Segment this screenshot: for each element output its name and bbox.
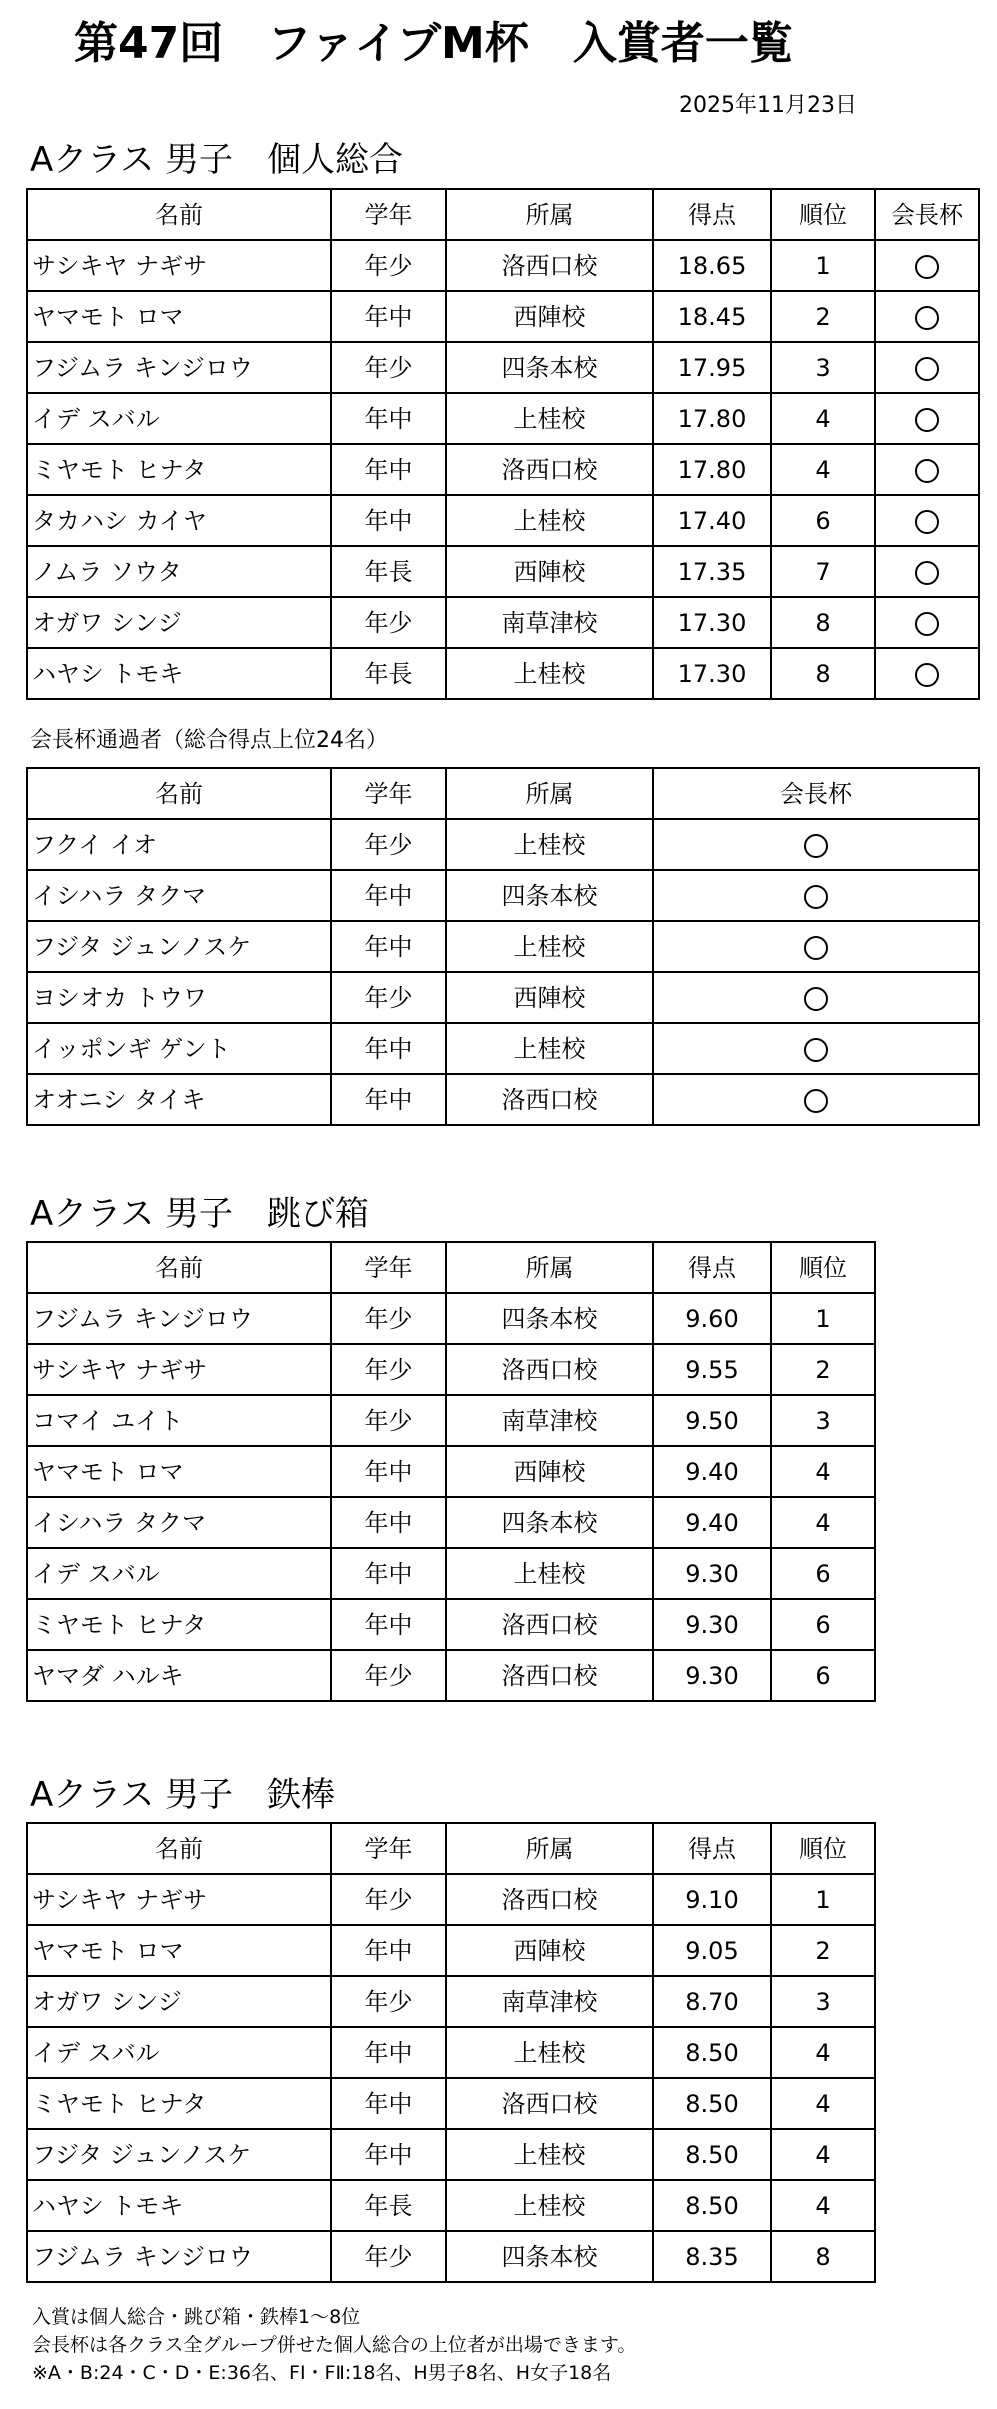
circle-mark-icon	[804, 987, 828, 1011]
grade-cell: 年中	[331, 1548, 446, 1599]
name-cell: フジタ ジュンノスケ	[27, 921, 331, 972]
table-header-row	[27, 1242, 875, 1293]
name-cell: サシキヤ ナギサ	[27, 240, 331, 291]
table-row	[27, 1395, 875, 1446]
grade-cell: 年中	[331, 1497, 446, 1548]
score-cell: 9.60	[653, 1293, 771, 1344]
grade-cell: 年中	[331, 870, 446, 921]
grade-cell: 年長	[331, 2180, 446, 2231]
grade-cell: 年中	[331, 2078, 446, 2129]
table-row	[27, 2180, 875, 2231]
table-row	[27, 1497, 875, 1548]
school-cell: 上桂校	[446, 819, 653, 870]
name-cell: オオニシ タイキ	[27, 1074, 331, 1125]
section-heading-vault: Aクラス 男子 跳び箱	[30, 1194, 370, 1234]
name-cell: サシキヤ ナギサ	[27, 1344, 331, 1395]
table-row	[27, 1023, 979, 1074]
header-school: 所属	[446, 189, 653, 240]
presidents-cup-table	[26, 767, 980, 1126]
rank-cell: 1	[771, 1874, 875, 1925]
table-row	[27, 1446, 875, 1497]
grade-cell: 年中	[331, 1446, 446, 1497]
table-row	[27, 2231, 875, 2282]
school-cell: 西陣校	[446, 972, 653, 1023]
table-row	[27, 1344, 875, 1395]
grade-cell: 年中	[331, 1023, 446, 1074]
score-cell: 9.30	[653, 1548, 771, 1599]
table-row	[27, 1599, 875, 1650]
name-cell: ヤマモト ロマ	[27, 1446, 331, 1497]
header-presidents-cup: 会長杯	[653, 768, 979, 819]
header-name: 名前	[27, 189, 331, 240]
score-cell: 9.05	[653, 1925, 771, 1976]
table-row	[27, 1548, 875, 1599]
rank-cell: 4	[771, 393, 875, 444]
score-cell: 8.50	[653, 2129, 771, 2180]
circle-mark-icon	[915, 408, 939, 432]
presidents-cup-cell	[653, 870, 979, 921]
table-row	[27, 393, 979, 444]
score-cell: 9.30	[653, 1599, 771, 1650]
grade-cell: 年少	[331, 819, 446, 870]
name-cell: イシハラ タクマ	[27, 870, 331, 921]
grade-cell: 年中	[331, 2129, 446, 2180]
score-cell: 9.40	[653, 1446, 771, 1497]
school-cell: 上桂校	[446, 648, 653, 699]
grade-cell: 年中	[331, 921, 446, 972]
school-cell: 洛西口校	[446, 1074, 653, 1125]
score-cell: 18.65	[653, 240, 771, 291]
grade-cell: 年中	[331, 2027, 446, 2078]
school-cell: 上桂校	[446, 1023, 653, 1074]
school-cell: 洛西口校	[446, 444, 653, 495]
school-cell: 上桂校	[446, 2129, 653, 2180]
circle-mark-icon	[804, 1038, 828, 1062]
table-row	[27, 342, 979, 393]
school-cell: 洛西口校	[446, 1599, 653, 1650]
circle-mark-icon	[915, 510, 939, 534]
score-cell: 9.10	[653, 1874, 771, 1925]
table-header-row	[27, 768, 979, 819]
school-cell: 四条本校	[446, 1497, 653, 1548]
rank-cell: 8	[771, 597, 875, 648]
grade-cell: 年少	[331, 1344, 446, 1395]
header-grade: 学年	[331, 768, 446, 819]
header-school: 所属	[446, 768, 653, 819]
name-cell: サシキヤ ナギサ	[27, 1874, 331, 1925]
header-score: 得点	[653, 189, 771, 240]
grade-cell: 年中	[331, 393, 446, 444]
rank-cell: 2	[771, 1344, 875, 1395]
rank-cell: 6	[771, 495, 875, 546]
rank-cell: 7	[771, 546, 875, 597]
score-cell: 9.30	[653, 1650, 771, 1701]
section-heading-bar: Aクラス 男子 鉄棒	[30, 1775, 336, 1815]
school-cell: 西陣校	[446, 1925, 653, 1976]
table-row	[27, 870, 979, 921]
score-cell: 9.40	[653, 1497, 771, 1548]
table-row	[27, 1925, 875, 1976]
grade-cell: 年少	[331, 1395, 446, 1446]
grade-cell: 年少	[331, 2231, 446, 2282]
presidents-cup-cell	[875, 597, 979, 648]
grade-cell: 年少	[331, 597, 446, 648]
vault-results-table	[26, 1241, 876, 1702]
table-row	[27, 495, 979, 546]
presidents-cup-cell	[653, 972, 979, 1023]
table-row	[27, 2078, 875, 2129]
school-cell: 上桂校	[446, 2180, 653, 2231]
name-cell: イデ スバル	[27, 1548, 331, 1599]
footer-notes	[32, 2303, 636, 2387]
table-row	[27, 444, 979, 495]
table-row	[27, 240, 979, 291]
circle-mark-icon	[915, 306, 939, 330]
table-header-row	[27, 189, 979, 240]
name-cell: ヤマモト ロマ	[27, 291, 331, 342]
grade-cell: 年中	[331, 291, 446, 342]
presidents-cup-cell	[875, 546, 979, 597]
grade-cell: 年少	[331, 240, 446, 291]
name-cell: オガワ シンジ	[27, 597, 331, 648]
grade-cell: 年少	[331, 1293, 446, 1344]
circle-mark-icon	[804, 834, 828, 858]
name-cell: タカハシ カイヤ	[27, 495, 331, 546]
rank-cell: 6	[771, 1650, 875, 1701]
table-row	[27, 972, 979, 1023]
school-cell: 洛西口校	[446, 240, 653, 291]
name-cell: ミヤモト ヒナタ	[27, 2078, 331, 2129]
name-cell: フジムラ キンジロウ	[27, 342, 331, 393]
school-cell: 四条本校	[446, 2231, 653, 2282]
table-row	[27, 1293, 875, 1344]
rank-cell: 2	[771, 291, 875, 342]
grade-cell: 年少	[331, 972, 446, 1023]
header-grade: 学年	[331, 1242, 446, 1293]
name-cell: フクイ イオ	[27, 819, 331, 870]
header-score: 得点	[653, 1823, 771, 1874]
table-row	[27, 1074, 979, 1125]
presidents-cup-cell	[653, 819, 979, 870]
presidents-cup-cell	[653, 1023, 979, 1074]
name-cell: ヤマモト ロマ	[27, 1925, 331, 1976]
name-cell: オガワ シンジ	[27, 1976, 331, 2027]
header-name: 名前	[27, 1242, 331, 1293]
presidents-cup-cell	[875, 495, 979, 546]
presidents-cup-cell	[653, 921, 979, 972]
grade-cell: 年中	[331, 1925, 446, 1976]
footer-note: ※A・B:24・C・D・E:36名、FⅠ・FⅡ:18名、H男子8名、H女子18名	[32, 2362, 612, 2384]
presidents-cup-cell	[875, 240, 979, 291]
name-cell: イデ スバル	[27, 2027, 331, 2078]
table-row	[27, 597, 979, 648]
school-cell: 洛西口校	[446, 1650, 653, 1701]
school-cell: 洛西口校	[446, 1874, 653, 1925]
presidents-cup-cell	[875, 291, 979, 342]
score-cell: 9.55	[653, 1344, 771, 1395]
page-title: 第47回 ファイブM杯 入賞者一覧	[74, 18, 793, 69]
school-cell: 洛西口校	[446, 2078, 653, 2129]
score-cell: 8.70	[653, 1976, 771, 2027]
score-cell: 17.40	[653, 495, 771, 546]
school-cell: 南草津校	[446, 1395, 653, 1446]
circle-mark-icon	[915, 663, 939, 687]
table-row	[27, 2027, 875, 2078]
school-cell: 上桂校	[446, 2027, 653, 2078]
table-row	[27, 1976, 875, 2027]
score-cell: 17.30	[653, 597, 771, 648]
rank-cell: 3	[771, 342, 875, 393]
header-school: 所属	[446, 1242, 653, 1293]
name-cell: ハヤシ トモキ	[27, 2180, 331, 2231]
school-cell: 西陣校	[446, 1446, 653, 1497]
name-cell: ヤマダ ハルキ	[27, 1650, 331, 1701]
footer-note: 入賞は個人総合・跳び箱・鉄棒1～8位	[32, 2306, 361, 2328]
rank-cell: 1	[771, 240, 875, 291]
name-cell: ヨシオカ トウワ	[27, 972, 331, 1023]
school-cell: 上桂校	[446, 393, 653, 444]
score-cell: 8.35	[653, 2231, 771, 2282]
circle-mark-icon	[804, 1089, 828, 1113]
circle-mark-icon	[915, 255, 939, 279]
rank-cell: 4	[771, 2180, 875, 2231]
rank-cell: 2	[771, 1925, 875, 1976]
rank-cell: 1	[771, 1293, 875, 1344]
score-cell: 17.80	[653, 444, 771, 495]
name-cell: ミヤモト ヒナタ	[27, 1599, 331, 1650]
grade-cell: 年中	[331, 1599, 446, 1650]
grade-cell: 年少	[331, 342, 446, 393]
rank-cell: 3	[771, 1976, 875, 2027]
header-grade: 学年	[331, 189, 446, 240]
grade-cell: 年長	[331, 648, 446, 699]
rank-cell: 8	[771, 648, 875, 699]
name-cell: コマイ ユイト	[27, 1395, 331, 1446]
table-row	[27, 1874, 875, 1925]
presidents-cup-cell	[875, 393, 979, 444]
rank-cell: 4	[771, 2027, 875, 2078]
table-row	[27, 546, 979, 597]
score-cell: 8.50	[653, 2078, 771, 2129]
header-rank: 順位	[771, 1823, 875, 1874]
header-presidents-cup: 会長杯	[875, 189, 979, 240]
header-score: 得点	[653, 1242, 771, 1293]
rank-cell: 4	[771, 1497, 875, 1548]
name-cell: フジムラ キンジロウ	[27, 2231, 331, 2282]
school-cell: 西陣校	[446, 546, 653, 597]
header-name: 名前	[27, 1823, 331, 1874]
name-cell: フジタ ジュンノスケ	[27, 2129, 331, 2180]
bar-results-table	[26, 1822, 876, 2283]
score-cell: 8.50	[653, 2027, 771, 2078]
score-cell: 8.50	[653, 2180, 771, 2231]
grade-cell: 年少	[331, 1874, 446, 1925]
score-cell: 17.30	[653, 648, 771, 699]
score-cell: 17.35	[653, 546, 771, 597]
school-cell: 南草津校	[446, 1976, 653, 2027]
header-school: 所属	[446, 1823, 653, 1874]
overall-results-table	[26, 188, 980, 700]
name-cell: イシハラ タクマ	[27, 1497, 331, 1548]
header-grade: 学年	[331, 1823, 446, 1874]
score-cell: 18.45	[653, 291, 771, 342]
school-cell: 西陣校	[446, 291, 653, 342]
grade-cell: 年中	[331, 1074, 446, 1125]
score-cell: 9.50	[653, 1395, 771, 1446]
footer-note: 会長杯は各クラス全グループ併せた個人総合の上位者が出場できます。	[32, 2334, 637, 2356]
rank-cell: 6	[771, 1599, 875, 1650]
rank-cell: 4	[771, 2129, 875, 2180]
circle-mark-icon	[915, 459, 939, 483]
rank-cell: 6	[771, 1548, 875, 1599]
table-row	[27, 648, 979, 699]
grade-cell: 年長	[331, 546, 446, 597]
name-cell: イデ スバル	[27, 393, 331, 444]
presidents-cup-cell	[875, 342, 979, 393]
table-row	[27, 1650, 875, 1701]
rank-cell: 4	[771, 2078, 875, 2129]
section-heading-overall: Aクラス 男子 個人総合	[30, 140, 404, 180]
presidents-cup-cell	[653, 1074, 979, 1125]
table-header-row	[27, 1823, 875, 1874]
table-row	[27, 819, 979, 870]
name-cell: ノムラ ソウタ	[27, 546, 331, 597]
school-cell: 南草津校	[446, 597, 653, 648]
circle-mark-icon	[915, 612, 939, 636]
presidents-cup-cell	[875, 648, 979, 699]
name-cell: イッポンギ ゲント	[27, 1023, 331, 1074]
rank-cell: 3	[771, 1395, 875, 1446]
school-cell: 上桂校	[446, 495, 653, 546]
table-row	[27, 921, 979, 972]
header-rank: 順位	[771, 1242, 875, 1293]
score-cell: 17.80	[653, 393, 771, 444]
school-cell: 四条本校	[446, 1293, 653, 1344]
circle-mark-icon	[804, 936, 828, 960]
school-cell: 洛西口校	[446, 1344, 653, 1395]
circle-mark-icon	[915, 561, 939, 585]
rank-cell: 8	[771, 2231, 875, 2282]
presidents-cup-note: 会長杯通過者（総合得点上位24名）	[30, 728, 388, 753]
circle-mark-icon	[915, 357, 939, 381]
rank-cell: 4	[771, 1446, 875, 1497]
grade-cell: 年少	[331, 1976, 446, 2027]
name-cell: フジムラ キンジロウ	[27, 1293, 331, 1344]
grade-cell: 年中	[331, 444, 446, 495]
rank-cell: 4	[771, 444, 875, 495]
school-cell: 上桂校	[446, 1548, 653, 1599]
grade-cell: 年中	[331, 495, 446, 546]
table-row	[27, 2129, 875, 2180]
score-cell: 17.95	[653, 342, 771, 393]
grade-cell: 年少	[331, 1650, 446, 1701]
school-cell: 四条本校	[446, 342, 653, 393]
name-cell: ハヤシ トモキ	[27, 648, 331, 699]
header-rank: 順位	[771, 189, 875, 240]
header-name: 名前	[27, 768, 331, 819]
name-cell: ミヤモト ヒナタ	[27, 444, 331, 495]
school-cell: 四条本校	[446, 870, 653, 921]
school-cell: 上桂校	[446, 921, 653, 972]
table-row	[27, 291, 979, 342]
presidents-cup-cell	[875, 444, 979, 495]
event-date: 2025年11月23日	[679, 93, 857, 118]
circle-mark-icon	[804, 885, 828, 909]
